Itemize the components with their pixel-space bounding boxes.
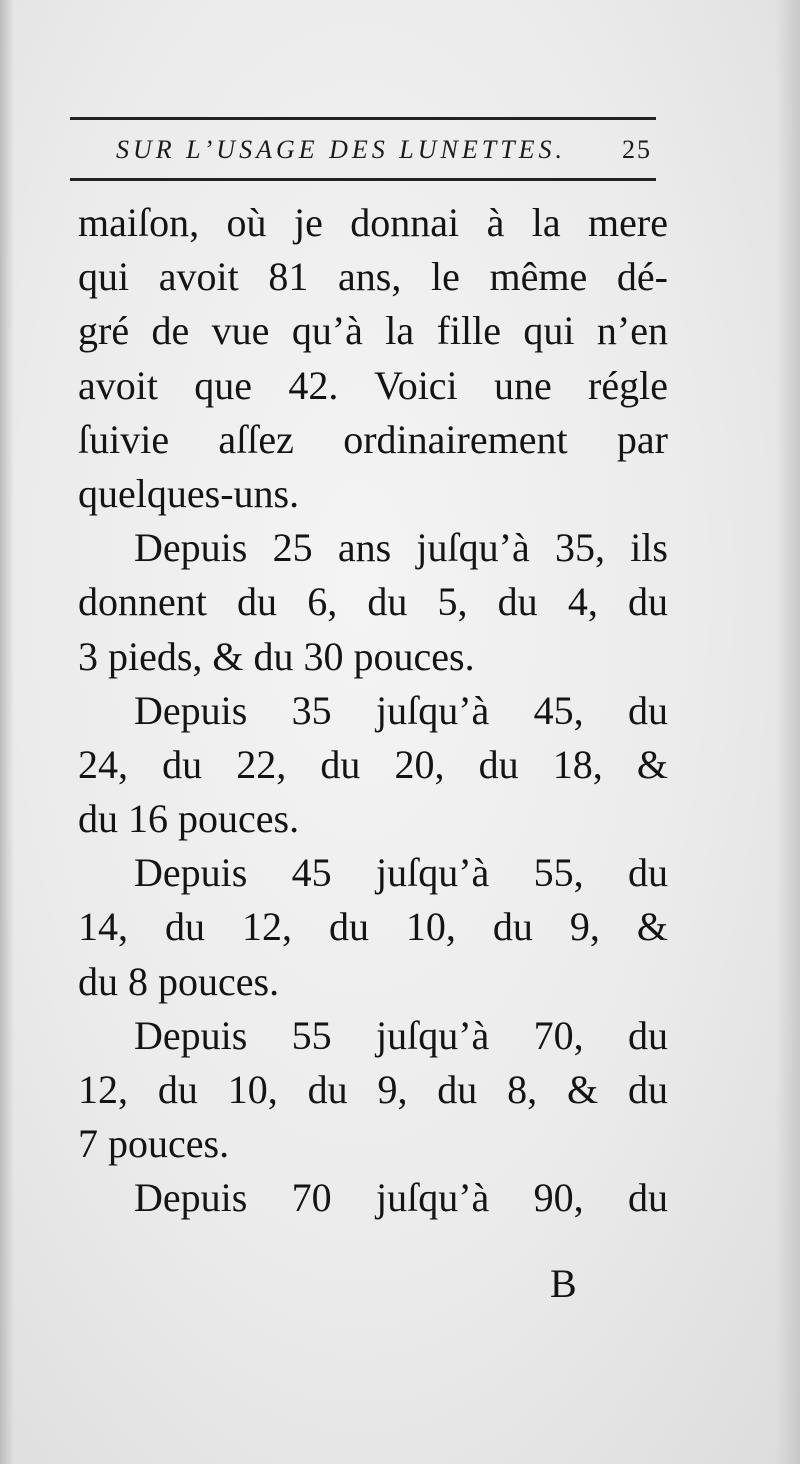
text-line: 14, du 12, du 10, du 9, & bbox=[78, 904, 668, 950]
page-edge-shadow bbox=[776, 0, 800, 1464]
running-head-title: SUR L’USAGE DES LUNETTES. bbox=[116, 135, 567, 164]
text-line: qui avoit 81 ans, le même dé- bbox=[78, 254, 668, 300]
text-line: Depuis 35 juſqu’à 45, du bbox=[134, 687, 668, 733]
running-head bbox=[70, 128, 656, 172]
text-line: quelques-uns. bbox=[78, 470, 300, 516]
header-rule-bottom bbox=[70, 178, 656, 181]
text-line: maiſon, où je donnai à la mere bbox=[78, 200, 668, 245]
gutter-shadow bbox=[0, 0, 14, 1464]
text-line: 3 pieds, & du 30 pouces. bbox=[78, 633, 475, 679]
text-line: donnent du 6, du 5, du 4, du bbox=[78, 579, 668, 625]
text-line: ſuivie aſſez ordinairement par bbox=[78, 416, 668, 462]
text-line: Depuis 45 juſqu’à 55, du bbox=[134, 850, 668, 896]
header-rule-top bbox=[70, 117, 656, 120]
page-number: 25 bbox=[622, 135, 652, 164]
text-line: Depuis 25 ans juſqu’à 35, ils bbox=[134, 525, 668, 571]
text-line: gré de vue qu’à la fille qui n’en bbox=[78, 308, 668, 354]
signature-mark: B bbox=[550, 1261, 577, 1306]
text-line: 12, du 10, du 9, du 8, & du bbox=[78, 1067, 668, 1112]
text-line: du 16 pouces. bbox=[78, 796, 300, 842]
text-line: 24, du 22, du 20, du 18, & bbox=[78, 741, 668, 787]
text-line: avoit que 42. Voici une régle bbox=[78, 362, 668, 408]
text-line: Depuis 70 juſqu’à 90, du bbox=[134, 1175, 668, 1221]
text-line: Depuis 55 juſqu’à 70, du bbox=[134, 1012, 668, 1058]
text-line: du 8 pouces. bbox=[78, 958, 280, 1004]
body-text bbox=[78, 196, 668, 1226]
text-line: 7 pouces. bbox=[78, 1121, 230, 1167]
